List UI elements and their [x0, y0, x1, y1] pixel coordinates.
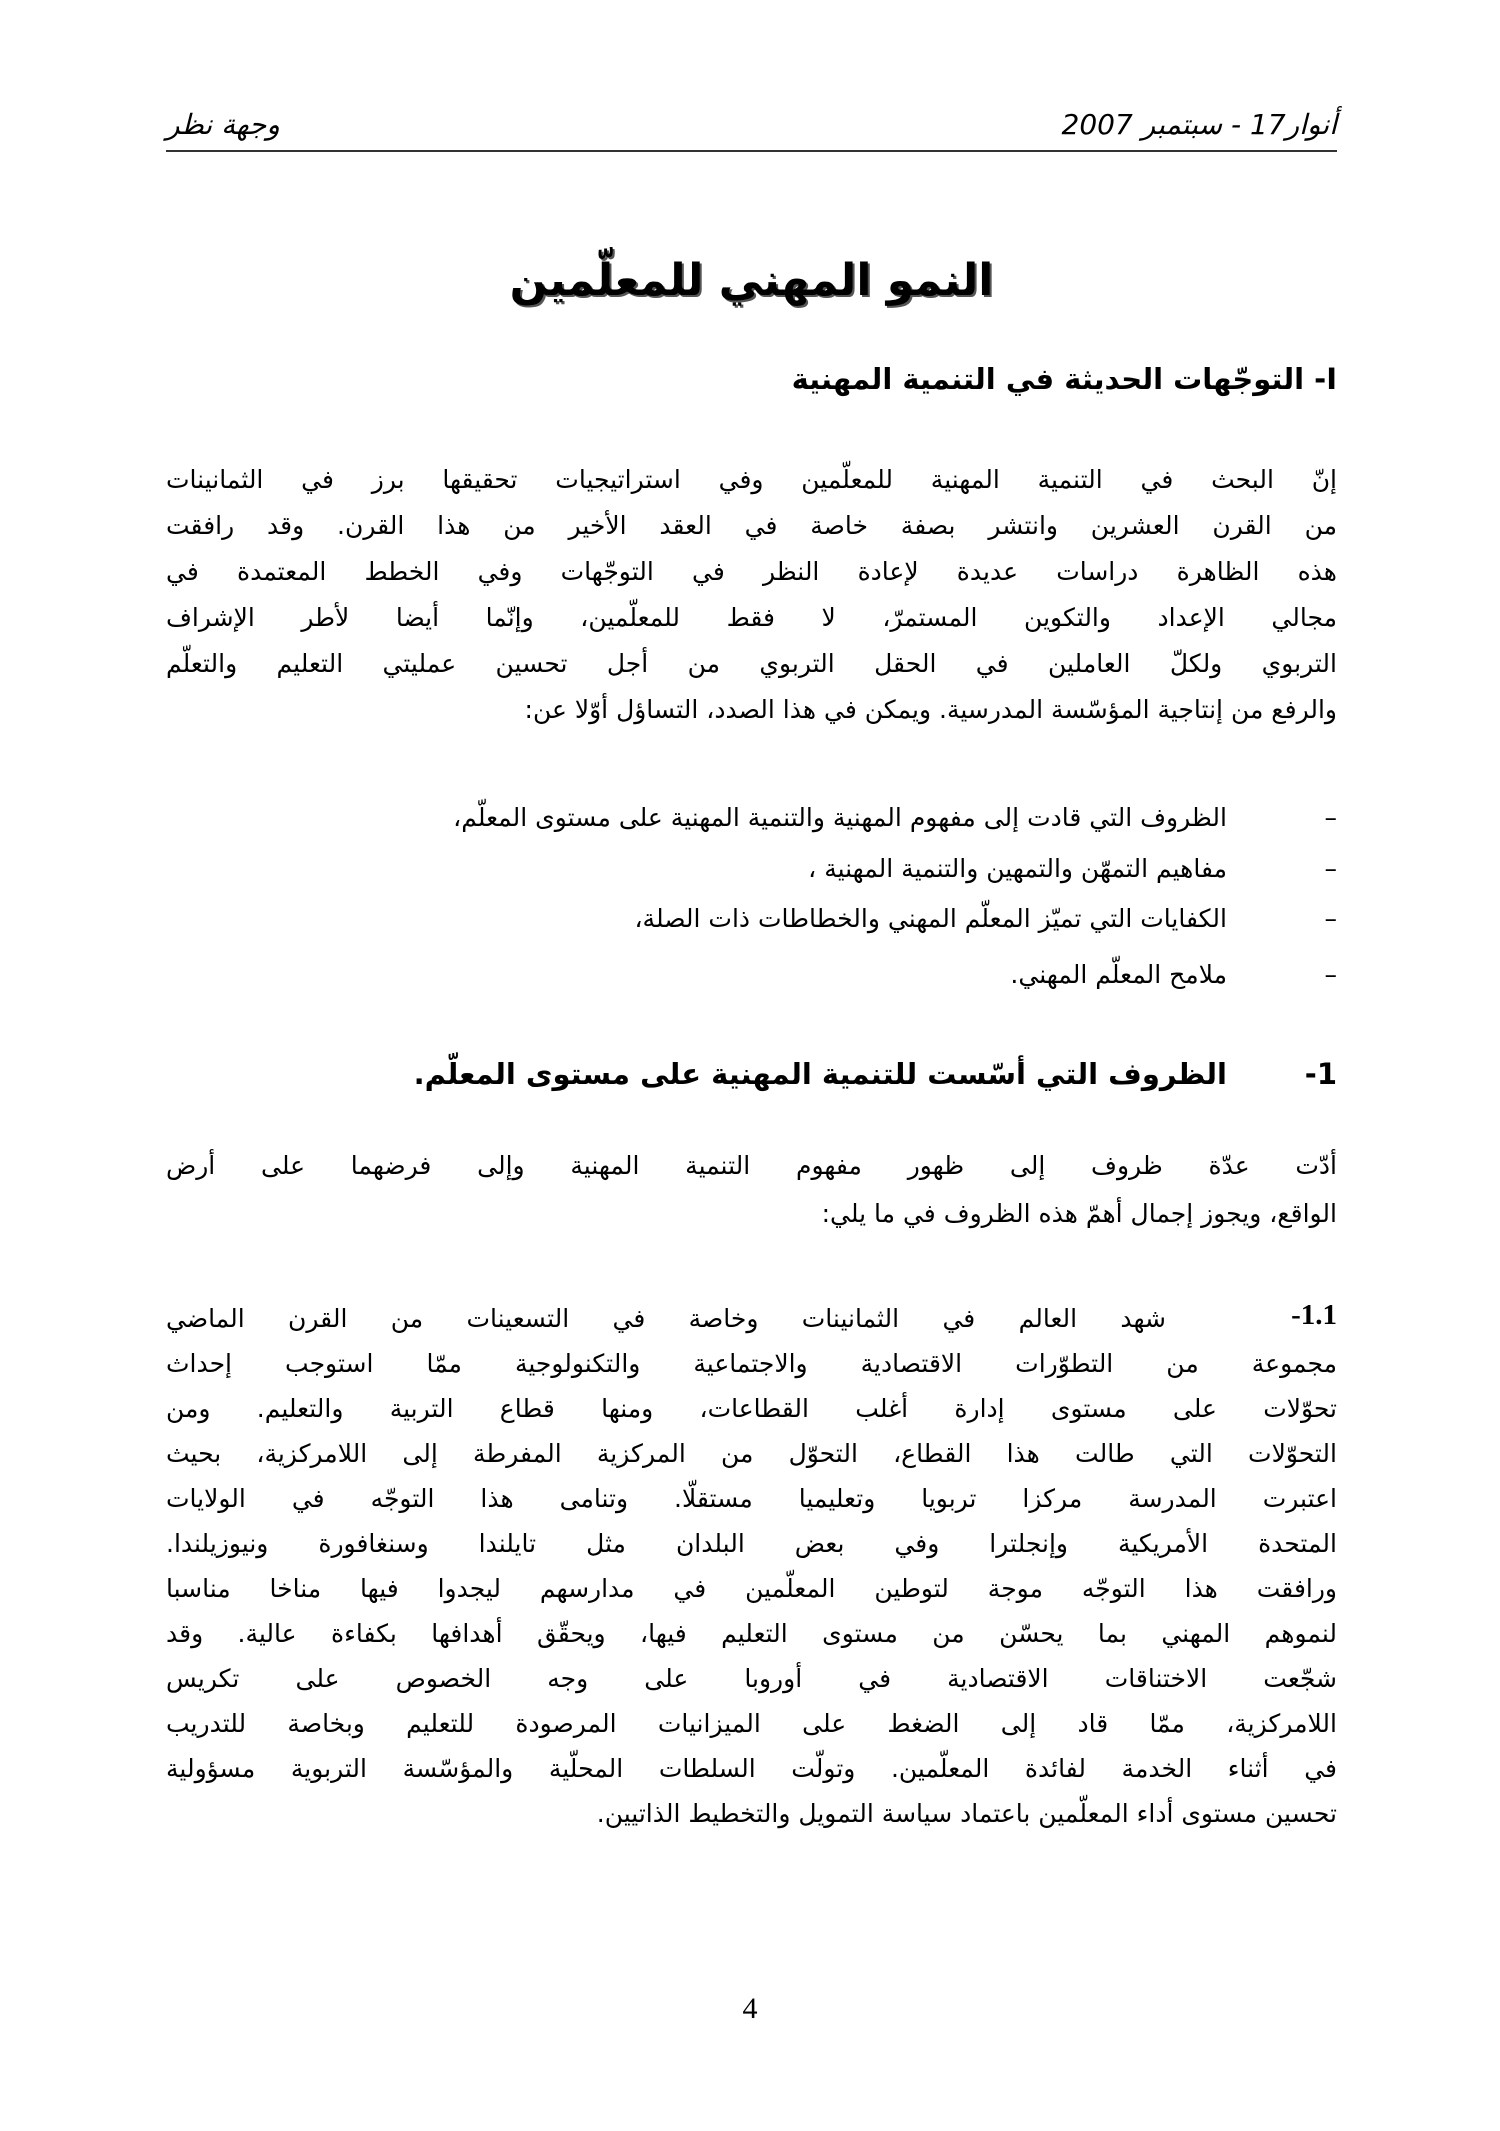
dash-marker: – — [1324, 854, 1337, 883]
paragraph-line: اللامركزية، ممّا قاد إلى الضغط على الميزانيات المرصودة للتعليم وبخاصة للتدريب — [166, 1709, 1337, 1738]
paragraph-line: التحوّلات التي طالت هذا القطاع، التحوّل من المركزية المفرطة إلى اللامركزية، بحيث — [166, 1439, 1337, 1468]
paragraph-line: لنموهم المهني بما يحسّن من مستوى التعليم فيها، ويحقّق أهدافها بكفاءة عالية. وقد — [166, 1619, 1337, 1648]
paragraph-line: تحوّلات على مستوى إدارة أغلب القطاعات، ومنها قطاع التربية والتعليم. ومن — [166, 1394, 1337, 1423]
paragraph-line: إنّ البحث في التنمية المهنية للمعلّمين وفي استراتيجيات تحقيقها برز في الثمانينات — [166, 465, 1337, 494]
dash-marker: – — [1324, 904, 1337, 933]
paragraph-line: تحسين مستوى أداء المعلّمين باعتماد سياسة التمويل والتخطيط الذاتيين. — [596, 1799, 1337, 1828]
paragraph-number: 1.1- — [1291, 1299, 1337, 1331]
heading-text: الظروف التي أسّست للتنمية المهنية على مستوى المعلّم. — [413, 1057, 1227, 1091]
paragraph-line: ورافقت هذا التوجّه موجة لتوطين المعلّمين في مدارسهم ليجدوا فيها مناخا مناسبا — [166, 1574, 1337, 1603]
paragraph-line: التربوي ولكلّ العاملين في الحقل التربوي من أجل تحسين عمليتي التعليم والتعلّم — [166, 649, 1337, 678]
paragraph-line: الواقع، ويجوز إجمال أهمّ هذه الظروف في ما يلي: — [821, 1199, 1337, 1228]
list-item: –مفاهيم التمهّن والتمهين والتنمية المهنية ، — [808, 849, 1337, 889]
header-section: وجهة نظر — [166, 108, 280, 141]
page-number: 4 — [742, 1992, 758, 2025]
paragraph-line: مجموعة من التطوّرات الاقتصادية والاجتماعية والتكنولوجية ممّا استوجب إحداث — [166, 1349, 1337, 1378]
header-issue: أنوار17 - سبتمبر 2007 — [1061, 108, 1337, 141]
paragraph-line: في أثناء الخدمة لفائدة المعلّمين. وتولّت السلطات المحلّية والمؤسّسة التربوية مسؤولية — [166, 1754, 1337, 1783]
dash-marker: – — [1324, 803, 1337, 832]
paragraph-line: هذه الظاهرة دراسات عديدة لإعادة النظر في التوجّهات وفي الخطط المعتمدة في — [166, 557, 1337, 586]
header-divider — [166, 150, 1337, 152]
paragraph-line: شجّعت الاختناقات الاقتصادية في أوروبا على وجه الخصوص على تكريس — [166, 1664, 1337, 1693]
heading-number: 1- — [1304, 1057, 1337, 1091]
paragraph-line: شهد العالم في الثمانينات وخاصة في التسعينات من القرن الماضي — [166, 1304, 1166, 1333]
page-title: النمو المهني للمعلّمين — [509, 255, 994, 306]
section-heading-2 — [414, 1057, 1337, 1091]
paragraph-line: من القرن العشرين وانتشر بصفة خاصة في العقد الأخير من هذا القرن. وقد رافقت — [166, 511, 1337, 540]
paragraph-line: المتحدة الأمريكية وإنجلترا وفي بعض البلدان مثل تايلندا وسنغافورة ونيوزيلندا. — [166, 1529, 1337, 1558]
list-item: –الظروف التي قادت إلى مفهوم المهنية والتنمية المهنية على مستوى المعلّم، — [453, 798, 1337, 838]
paragraph-line: اعتبرت المدرسة مركزا تربويا وتعليميا مستقلّا. وتنامى هذا التوجّه في الولايات — [166, 1484, 1337, 1513]
list-item: –ملامح المعلّم المهني. — [1010, 955, 1337, 995]
dash-marker: – — [1324, 960, 1337, 989]
paragraph-line: أدّت عدّة ظروف إلى ظهور مفهوم التنمية المهنية وإلى فرضهما على أرض — [166, 1151, 1337, 1180]
paragraph-line: مجالي الإعداد والتكوين المستمرّ، لا فقط للمعلّمين، وإنّما أيضا لأطر الإشراف — [166, 603, 1337, 632]
paragraph-line: والرفع من إنتاجية المؤسّسة المدرسية. ويمكن في هذا الصدد، التساؤل أوّلا عن: — [524, 695, 1337, 724]
section-heading-1: I- التوجّهات الحديثة في التنمية المهنية — [791, 362, 1337, 396]
list-item: –الكفايات التي تميّز المعلّم المهني والخطاطات ذات الصلة، — [634, 899, 1337, 939]
